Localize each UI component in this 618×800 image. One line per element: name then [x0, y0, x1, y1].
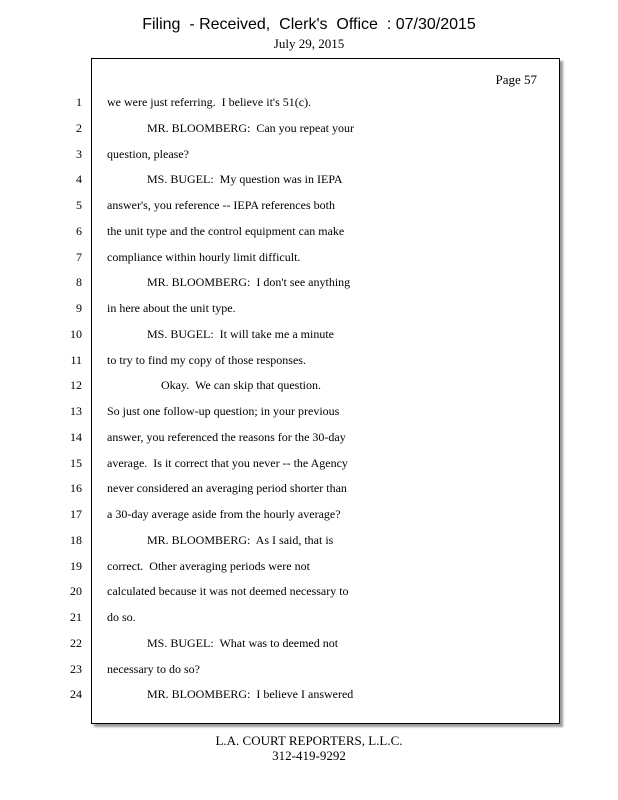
transcript-line: answer, you referenced the reasons for the 30-day [107, 430, 346, 444]
line-number: 3 [76, 147, 82, 161]
transcript-line: MR. BLOOMBERG: Can you repeat your [147, 121, 354, 135]
transcript-line: question, please? [107, 147, 189, 161]
court-reporter-phone: 312-419-9292 [272, 748, 346, 763]
line-number: 19 [70, 559, 82, 573]
line-number: 2 [76, 121, 82, 135]
line-number: 8 [76, 275, 82, 289]
line-number: 16 [70, 481, 82, 495]
transcript-line: the unit type and the control equipment can make [107, 224, 345, 238]
line-number: 9 [76, 301, 82, 315]
transcript-line: do so. [107, 610, 136, 624]
transcript-line: necessary to do so? [107, 662, 200, 676]
line-number: 14 [70, 430, 82, 444]
transcript-line: in here about the unit type. [107, 301, 236, 315]
transcript-line: average. Is it correct that you never -- the Agency [107, 456, 348, 470]
line-number: 13 [70, 404, 82, 418]
line-number: 17 [70, 507, 82, 521]
transcript-line: never considered an averaging period shorter than [107, 481, 347, 495]
line-number: 1 [76, 95, 82, 109]
transcript-line: Okay. We can skip that question. [161, 378, 322, 392]
line-number: 20 [70, 584, 82, 598]
transcript-line: to try to find my copy of those responses. [107, 353, 306, 367]
line-number: 10 [70, 327, 82, 341]
transcript-line: calculated because it was not deemed necessary to [107, 584, 349, 598]
line-number: 11 [70, 353, 82, 367]
transcript-line: MR. BLOOMBERG: As I said, that is [147, 533, 334, 547]
line-number: 22 [70, 636, 82, 650]
line-number: 12 [70, 378, 82, 392]
transcript-line: compliance within hourly limit difficult. [107, 250, 301, 264]
line-number: 4 [76, 172, 82, 186]
transcript-line: MR. BLOOMBERG: I believe I answered [147, 687, 354, 701]
line-number: 24 [70, 687, 82, 701]
line-number: 5 [76, 198, 82, 212]
transcript-line: So just one follow-up question; in your previous [107, 404, 340, 418]
line-number: 15 [70, 456, 82, 470]
court-reporter-name: L.A. COURT REPORTERS, L.L.C. [215, 733, 403, 748]
transcript-date: July 29, 2015 [273, 36, 345, 51]
page-number: Page 57 [495, 72, 537, 87]
transcript-line: we were just referring. I believe it's 51(c). [107, 95, 312, 109]
transcript-line: MS. BUGEL: My question was in IEPA [147, 172, 343, 186]
transcript-line: MS. BUGEL: It will take me a minute [147, 327, 334, 341]
line-number: 23 [70, 662, 82, 676]
transcript-line: a 30-day average aside from the hourly average? [107, 507, 341, 521]
filing-stamp: Filing - Received, Clerk's Office : 07/30/2015 [142, 16, 476, 33]
transcript-line: correct. Other averaging periods were not [107, 559, 310, 573]
line-number: 6 [76, 224, 82, 238]
line-number: 18 [70, 533, 82, 547]
line-number: 7 [76, 250, 82, 264]
transcript-line: MR. BLOOMBERG: I don't see anything [147, 275, 351, 289]
line-number: 21 [70, 610, 82, 624]
transcript-line: answer's, you reference -- IEPA references both [107, 198, 335, 212]
transcript-line: MS. BUGEL: What was to deemed not [147, 636, 339, 650]
